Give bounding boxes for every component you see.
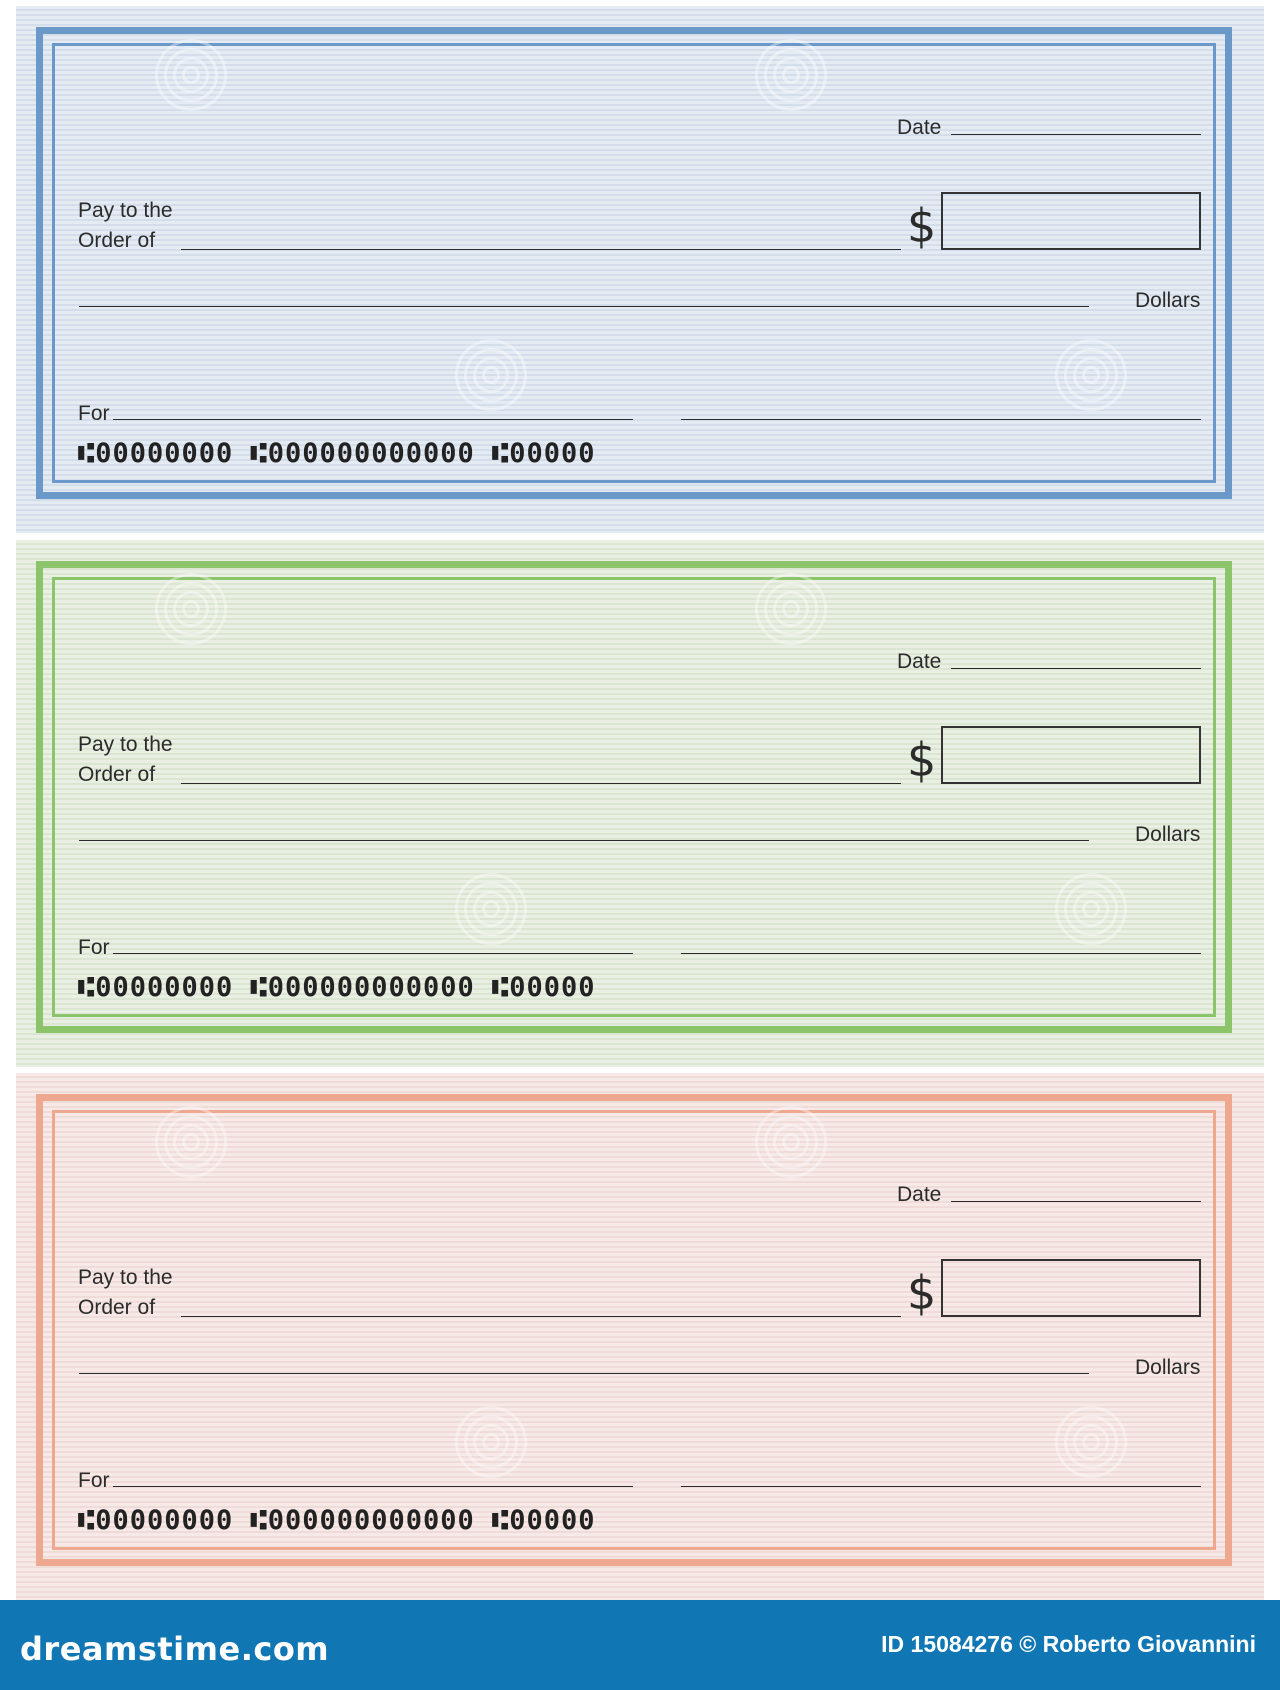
image-credit: ID 15084276 © Roberto Giovannini	[881, 1631, 1256, 1657]
micr-line: ⑆00000000 ⑆000000000000 ⑆00000	[78, 438, 596, 469]
amount-words-field[interactable]	[79, 1373, 1089, 1374]
for-label: For	[78, 936, 110, 959]
amount-words-field[interactable]	[79, 840, 1089, 841]
watermark-spiral-icon	[454, 338, 528, 412]
check-blue	[16, 6, 1264, 533]
payee-field[interactable]	[181, 1316, 901, 1317]
dollar-sign: $	[907, 1266, 937, 1320]
watermark-spiral-icon	[154, 1105, 228, 1179]
payee-field[interactable]	[181, 783, 901, 784]
dreamstime-logo: dreamstime.com	[20, 1630, 330, 1668]
order-of-label: Order of	[78, 763, 156, 786]
date-field[interactable]	[951, 1201, 1201, 1202]
date-label: Date	[897, 116, 942, 139]
memo-field[interactable]	[113, 419, 633, 420]
for-label: For	[78, 402, 110, 425]
watermark-spiral-icon	[754, 572, 828, 646]
dollar-sign: $	[907, 733, 937, 787]
date-label: Date	[897, 1183, 942, 1206]
date-field[interactable]	[951, 134, 1201, 135]
watermark-spiral-icon	[1054, 872, 1128, 946]
amount-box[interactable]	[941, 726, 1201, 784]
watermark-spiral-icon	[154, 572, 228, 646]
watermark-spiral-icon	[454, 1405, 528, 1479]
memo-field[interactable]	[113, 953, 633, 954]
micr-line: ⑆00000000 ⑆000000000000 ⑆00000	[78, 972, 596, 1003]
order-of-label: Order of	[78, 229, 156, 252]
stock-footer-bar	[0, 1600, 1280, 1690]
amount-box[interactable]	[941, 1259, 1201, 1317]
watermark-spiral-icon	[754, 1105, 828, 1179]
for-label: For	[78, 1469, 110, 1492]
watermark-spiral-icon	[1054, 338, 1128, 412]
date-label: Date	[897, 650, 942, 673]
pay-to-label: Pay to the	[78, 199, 173, 222]
check-green	[16, 540, 1264, 1067]
dollars-label: Dollars	[1135, 289, 1201, 312]
signature-field[interactable]	[681, 953, 1201, 954]
order-of-label: Order of	[78, 1296, 156, 1319]
check-inner-border	[52, 577, 1216, 1017]
signature-field[interactable]	[681, 1486, 1201, 1487]
amount-words-field[interactable]	[79, 306, 1089, 307]
dollar-sign: $	[907, 199, 937, 253]
watermark-spiral-icon	[754, 38, 828, 112]
dollars-label: Dollars	[1135, 1356, 1201, 1379]
payee-field[interactable]	[181, 249, 901, 250]
dollars-label: Dollars	[1135, 823, 1201, 846]
micr-line: ⑆00000000 ⑆000000000000 ⑆00000	[78, 1505, 596, 1536]
date-field[interactable]	[951, 668, 1201, 669]
check-inner-border	[52, 1110, 1216, 1550]
amount-box[interactable]	[941, 192, 1201, 250]
signature-field[interactable]	[681, 419, 1201, 420]
watermark-spiral-icon	[154, 38, 228, 112]
check-inner-border	[52, 43, 1216, 483]
memo-field[interactable]	[113, 1486, 633, 1487]
check-red	[16, 1073, 1264, 1600]
watermark-spiral-icon	[1054, 1405, 1128, 1479]
watermark-spiral-icon	[454, 872, 528, 946]
pay-to-label: Pay to the	[78, 1266, 173, 1289]
pay-to-label: Pay to the	[78, 733, 173, 756]
